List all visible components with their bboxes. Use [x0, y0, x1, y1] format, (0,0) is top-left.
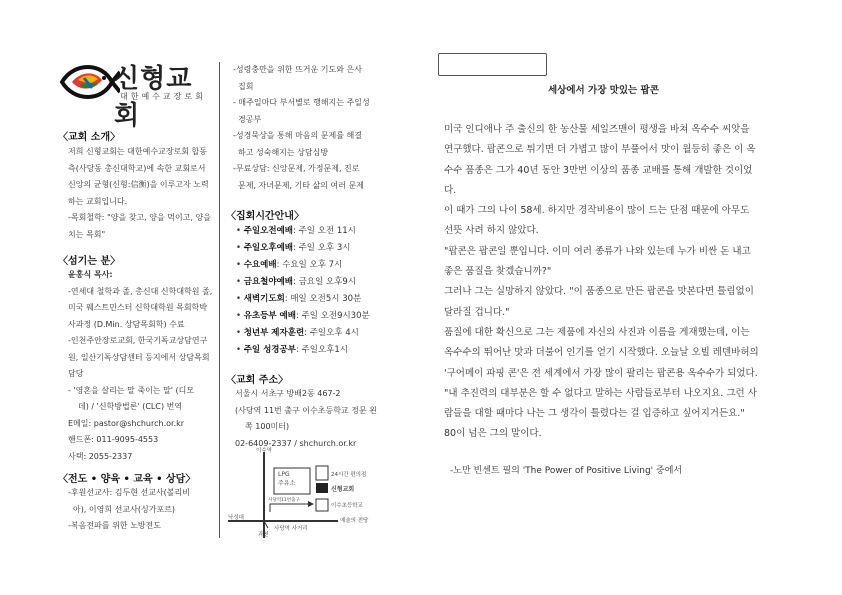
map-label-exit: 사당역11번출구: [268, 498, 300, 503]
pastor-section: [58, 252, 218, 465]
article-line: 다.: [444, 184, 457, 196]
church-logo: [58, 58, 218, 131]
text-line: -복음전파를 위한 노방전도: [68, 521, 161, 530]
article-line: 미국 인디애나 주 출신의 한 농산물 세일즈맨이 평생을 바쳐 옥수수 씨앗을: [444, 124, 750, 135]
text-line: 하는 교회입니다.: [68, 196, 128, 206]
schedule-item: • 새벽기도회: 매일 오전5시 30분: [236, 294, 362, 304]
schedule-time: : 수요일 오후 7시: [276, 260, 343, 270]
address-section: [226, 371, 406, 452]
article-title: 세상에서 가장 맛있는 팝콘: [548, 85, 659, 96]
contact-line: 02-6409-2337 / shchurch.or.kr: [235, 438, 357, 448]
map-roads: [228, 446, 388, 538]
schedule-time: : 주일 오후 3시: [293, 243, 351, 253]
pastor-heading: 〈섬기는 분〉: [58, 256, 121, 267]
article-line: 옥수수의 뛰어난 맛과 더불어 인기를 얻기 시작했다. 오늘날 오빌 레덴바허의: [444, 347, 759, 359]
text-line: -후원선교사: 김두현 선교사(볼리비: [68, 488, 190, 497]
text-line: -성령충만을 위한 뜨거운 기도와 은사: [233, 65, 362, 74]
address-line: 쪽 100미터): [245, 422, 290, 431]
text-line: -인천주안장로교회, 한국기독교상담연구: [68, 336, 208, 345]
map-label-road: 사당역 사거리: [274, 526, 308, 532]
schedule-time: : 주일오후1시: [295, 345, 348, 355]
text-line: 문제, 자녀문제, 기타 삶의 여러 문제: [238, 180, 364, 190]
article-line: 이 때가 그의 나이 58세. 하지만 경작비용이 많이 드는 단점 때문에 아무도: [444, 205, 750, 217]
schedule-item: • 주일 성경공부: 주일오후1시: [236, 345, 348, 355]
pastor-home-phone: 사택: 2055-2337: [68, 451, 133, 461]
pastor-name: 윤홍식 목사:: [68, 270, 113, 279]
text-line: 경공부: [238, 114, 262, 124]
schedule-time: : 매일 오전5시 30분: [284, 294, 362, 304]
map-label-gas-station: LPG 주유소: [278, 471, 296, 487]
missions-body: [58, 485, 218, 535]
article-line: 좋은 품질을 찾겠습니까?": [444, 266, 552, 278]
map-label-left: 낙성대: [228, 515, 244, 521]
article-line: 그러나 그는 실망하지 않았다. "이 품종으로 만든 팝콘을 맛본다면 틀림없이: [444, 286, 754, 298]
schedule-name: 주일 성경공부: [243, 345, 296, 355]
address-line: (사당역 11번 출구 이수초등학교 정문 왼: [235, 405, 377, 415]
text-line: 하고 성숙해지는 상담심방: [238, 147, 329, 157]
text-line: -무료상담: 신앙문제, 가정문제, 진로: [233, 164, 360, 173]
intro-body: [58, 144, 218, 243]
fish-logo-icon: [58, 60, 120, 104]
schedule-item: • 주일오전예배: 주일 오전 11시: [236, 226, 356, 236]
article-line: 달라질 겁니다.": [444, 306, 510, 318]
text-line: - '영혼을 살리는 말 죽이는 말' (디모: [68, 385, 195, 395]
article-line: 선뜻 사려 하지 않았다.: [444, 225, 539, 237]
article-line: 품질에 대한 확신으로 그는 제품에 자신의 사진과 이름을 게재했는데, 이는: [444, 326, 750, 338]
pastor-email: E메일: pastor@shchurch.or.kr: [68, 418, 185, 428]
map-label-church: 신형교회: [331, 486, 355, 493]
column-divider: [219, 62, 220, 538]
text-line: 측(사당동 총신대학교)에 속한 교회로서: [68, 163, 206, 173]
text-line: 데) / '신학방법론' (CLC) 번역: [78, 402, 183, 411]
map-label-store: 24시간 편의점: [331, 472, 367, 478]
text-line: 신앙의 균형(신형:信衡)을 이루고자 노력: [68, 180, 209, 189]
text-line: 치는 목회": [68, 229, 106, 239]
schedule-time: : 주일오후 4시: [304, 328, 359, 338]
schedule-item: • 유초등부 예배: 주일 오전9시30분: [236, 311, 370, 321]
address-line: 서울시 서초구 방배2동 467-2: [235, 389, 341, 398]
article-line: 람들을 대할 때마다 나는 그 생각이 틀렸다는 걸 입증하고 싶어지거든요.": [444, 408, 745, 420]
schedule-name: 금요철야예배: [243, 277, 293, 287]
schedule-section: [226, 207, 406, 359]
address-body: [226, 386, 406, 452]
location-map: [228, 446, 388, 538]
text-line: 원, 일산기독상담센터 등지에서 상담목회: [68, 352, 210, 362]
article-source: -노만 빈센트 필의 'The Power of Positive Living' 중에서: [450, 466, 683, 476]
text-line: 저희 신형교회는 대한예수교장로회 합동: [68, 147, 208, 156]
schedule-name: 유초등부 예배: [243, 311, 296, 321]
title-box: [438, 53, 547, 76]
text-line: 담당: [68, 369, 84, 378]
schedule-item: • 금요철야예배: 금요일 오후9시: [236, 277, 356, 287]
text-line: - 매주일마다 부서별로 행해지는 주일성: [233, 98, 370, 107]
schedule-name: 새벽기도회: [243, 294, 285, 304]
missions-heading: 〈전도 • 양육 • 교육 • 상담〉: [58, 474, 196, 485]
schedule-time: : 주일 오전9시30분: [295, 311, 370, 321]
intro-section: [58, 128, 218, 243]
address-heading: 〈교회 주소〉: [226, 375, 289, 386]
missions-continued: [233, 62, 413, 194]
schedule-item: • 주일오후예배: 주일 오후 3시: [236, 243, 351, 253]
text-line: 집회: [238, 81, 254, 91]
schedule-name: 주일오후예배: [243, 243, 293, 253]
schedule-name: 수요예배: [243, 260, 277, 270]
article-line: "팝콘은 팝콘일 뿐입니다. 이미 여러 종류가 나와 있는데 누가 비싼 돈 내고: [444, 245, 751, 257]
schedule-item: • 청년부 제자훈련: 주일오후 4시: [236, 328, 359, 338]
map-label-right: 예술의 전당: [340, 518, 369, 524]
article-line: 80이 넘은 그의 말이다.: [444, 428, 542, 440]
map-label-bottom: 과천: [258, 532, 269, 538]
logo-subtitle: 대한예수교장로회: [120, 92, 206, 101]
schedule-list: [226, 223, 406, 359]
text-line: -목회철학: "양을 찾고, 양을 먹이고, 양을: [68, 213, 211, 222]
text-line: -성경묵상을 통해 마음의 문제를 해결: [233, 131, 362, 140]
article-line: 수수 품종은 그가 40년 동안 3만번 이상의 품종 교배를 통해 개발한 것이었: [444, 164, 753, 176]
article-body: [444, 120, 784, 445]
schedule-name: 주일오전예배: [243, 226, 293, 236]
pastor-body: [58, 267, 218, 465]
pastor-phone: 핸드폰: 011-9095-4553: [68, 435, 159, 444]
text-line: 미국 웨스트민스터 신학대학원 목회학박: [68, 303, 208, 312]
schedule-time: : 주일 오전 11시: [293, 226, 356, 236]
map-label-school: 이수초등학교: [331, 503, 363, 509]
text-line: -연세대 철학과 졸, 총신대 신학대학원 졸,: [68, 286, 213, 296]
schedule-name: 청년부 제자훈련: [243, 328, 305, 338]
missions-section: [58, 470, 218, 535]
text-line: 아), 이영희 선교사(싱가포르): [73, 504, 175, 514]
schedule-time: : 금요일 오후9시: [293, 277, 356, 287]
schedule-heading: 〈집회시간안내〉: [226, 211, 304, 222]
article-line: "내 추진력의 대부분은 할 수 없다고 말하는 사람들로부터 나오지요. 그런 사: [444, 387, 757, 399]
article-line: 연구했다. 팝콘으로 튀기면 더 가볍고 많이 부풀어서 맛이 월등히 좋은 이 옥: [444, 144, 756, 156]
text-line: 사과정 (D.Min. 상담목회학) 수료: [68, 319, 185, 329]
logo-title: 신형교회: [114, 64, 193, 131]
map-label-subway: 이수역: [256, 448, 272, 454]
schedule-item: • 수요예배: 수요일 오후 7시: [236, 260, 343, 270]
article-line: '구어메이 파핑 콘'은 전 세계에서 가장 많이 팔리는 팝콘용 옥수수가 되었다.: [444, 367, 758, 379]
intro-heading: 〈교회 소개〉: [58, 132, 121, 143]
